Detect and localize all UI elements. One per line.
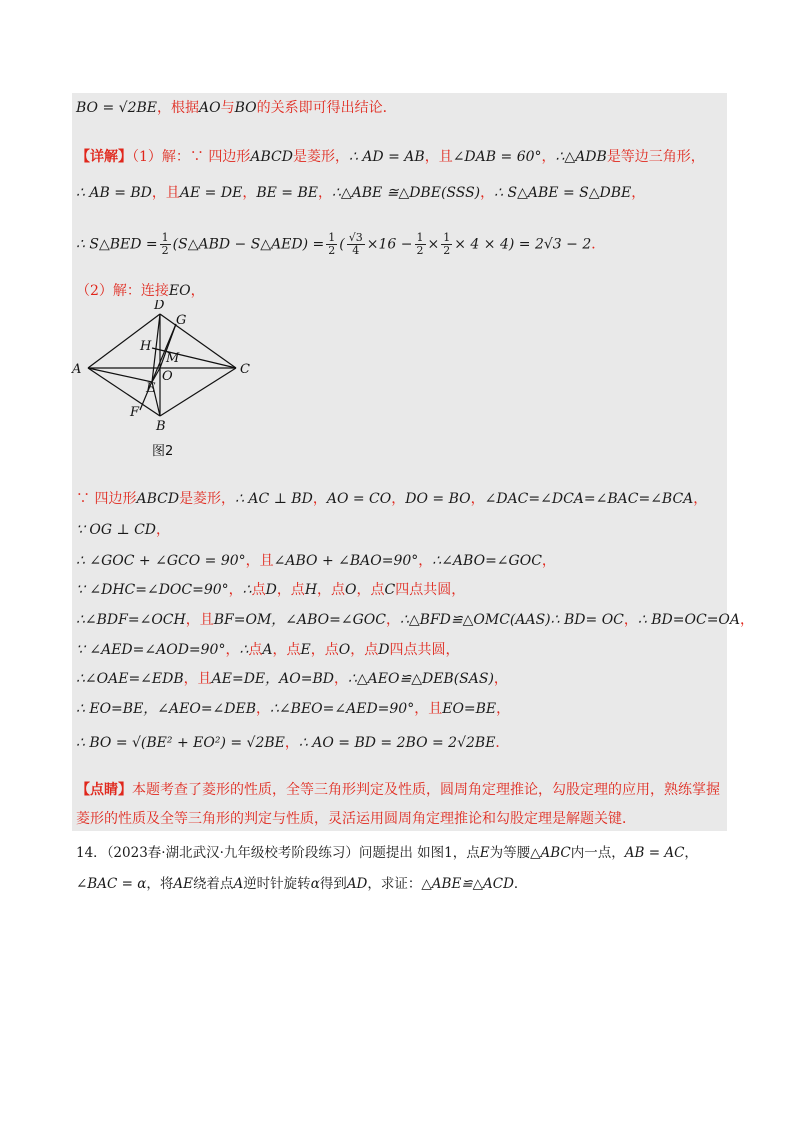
math: × [427,236,440,253]
math: C [384,582,396,598]
text: ，将 [146,876,174,892]
comment-tag: 【点睛】 [76,782,132,798]
text: ， [541,553,556,569]
text: ， [284,735,299,751]
text: ， [496,701,511,717]
fraction: $\frac{1}{2}$ [416,231,424,257]
solution-line-9 [76,580,465,600]
text: ， [225,642,240,658]
math: × 4 × 4) = 2√3 − 2 [454,236,592,253]
math: (S△ABD − S△AED) = [172,236,325,253]
text: （1）解：∵ 四边形 [132,149,251,165]
solution-line-7 [76,520,170,540]
label-G: G [176,313,187,328]
math: AE=DE，AO=BD [211,671,334,687]
math: △ABE≌△ACD [421,876,514,892]
text: ． [513,876,528,892]
text: ， [470,491,485,507]
text: 本题考查了菱形的性质，全等三角形判定及性质，圆周角定理推论，勾股定理的应用，熟练掌握 [132,782,720,798]
text: ，点 [356,582,385,598]
text: 是等边三角形， [606,149,705,165]
label-A: A [72,362,82,377]
text: （2）解：连接 [76,283,169,299]
math: ∠DAB = 60° [452,149,542,165]
text: ，且 [414,701,443,717]
text: ∵ 四边形 [76,491,137,507]
solution-line-5 [76,281,205,301]
figure-caption: 图2 [152,444,174,459]
text: 得到 [319,876,347,892]
math: E [300,642,311,658]
math: AD [346,876,368,892]
math: ∴ EO=BE，∠AEO=∠DEB [76,701,257,717]
rhombus-figure [68,300,268,460]
text: ． [495,735,510,751]
text: ，点 [350,642,379,658]
math-bo-eq: BO = √2BE [76,100,157,116]
solution-line-14 [76,733,509,753]
math: ∴ AB = BD [76,185,152,201]
text: 为等腰 [489,845,531,861]
text: ， [333,671,348,687]
math: ∴ S△ABE = S△DBE [494,185,632,201]
math: AO [199,100,221,116]
text: 点 [251,582,266,598]
math: AO = CO [326,491,392,507]
label-D: D [154,300,165,313]
fraction: $\frac{√3}{4}$ [348,231,363,257]
solution-line-11 [76,640,459,660]
math: O [345,582,357,598]
math: ABCD [250,149,293,165]
math: E [479,845,490,861]
text: 四点共圆， [389,642,460,658]
text: ， [480,185,495,201]
math: ∵ ∠DHC=∠DOC=90° [76,582,229,598]
text: 四点共圆， [395,582,466,598]
math: ∴ BD= OC [550,612,624,628]
text: ，根据 [157,100,199,116]
text: ， [228,582,243,598]
math: ∴△AEO≌△DEB(SAS) [347,671,494,687]
text: ， [190,283,205,299]
text: 与 [220,100,235,116]
text: ， [541,149,556,165]
question-number: 14． [76,845,107,861]
text: ，且 [183,671,212,687]
math: ∴ S△BED = [76,236,158,253]
math: BE = BE [256,185,318,201]
label-E: E [146,381,156,396]
text: 内一点， [570,845,625,861]
math: BF=OM，∠ABO=∠GOC [213,612,386,628]
solution-line-13 [76,699,510,719]
text: ，点 [317,582,346,598]
math: D [378,642,390,658]
text: ， [156,522,171,538]
text: ， [242,185,257,201]
solution-line-1 [76,98,397,118]
text: ， [385,612,400,628]
fraction: $\frac{1}{2}$ [161,231,169,257]
math: D [265,582,277,598]
solution-line-15 [76,780,720,800]
math: ∴∠OAE=∠EDB [76,671,184,687]
solution-line-16 [76,809,636,829]
math: ∴△ABE ≅△DBE(SSS) [331,185,481,201]
solution-line-2 [76,147,705,167]
solution-line-10 [76,610,754,630]
math: ∴ AD = AB [348,149,425,165]
text: ，且 [185,612,214,628]
math: EO=BE [442,701,497,717]
text: ，求证： [367,876,422,892]
math: ∴△ADB [555,149,607,165]
fraction: $\frac{1}{2}$ [443,231,451,257]
text: 菱形的性质及全等三角形的判定与性质，灵活运用圆周角定理推论和勾股定理是解题关键． [76,811,636,827]
question-14-line-1 [76,843,698,863]
solution-line-8 [76,551,556,571]
math: ∴ BD=OC=OA [637,612,741,628]
text: ，且 [151,185,180,201]
label-C: C [240,362,250,377]
solution-line-6 [76,489,707,509]
math: ∵ OG ⊥ CD [76,522,157,538]
text: ， [684,845,698,861]
text: ． [591,236,606,253]
text: 逆时针旋转 [243,876,311,892]
text: ， [317,185,332,201]
solution-line-12 [76,669,508,689]
detail-tag: 【详解】 [76,149,132,165]
text: 点 [248,642,263,658]
math: O [338,642,351,658]
math: ∴ AO = BD = 2BO = 2√2BE [298,735,496,751]
math: ∴ [239,642,249,658]
text: （2023春·湖北武汉·九年级校考阶段练习）问题提出 如图1，点 [106,845,480,861]
math: DO = BO [405,491,471,507]
math: ( [339,236,345,253]
math: A [262,642,273,658]
math: H [304,582,318,598]
label-B: B [156,419,166,434]
question-14-line-2 [76,874,527,894]
text: ，点 [272,642,301,658]
math: △ABC [530,845,571,861]
text: ， [631,185,646,201]
math: α [310,876,320,892]
text: ，点 [310,642,339,658]
math: ABCD [136,491,180,507]
solution-line-4 [76,232,605,257]
math: ∠ABO + ∠BAO=90° [273,553,419,569]
text: ， [740,612,755,628]
text: ， [256,701,271,717]
text: ， [312,491,327,507]
math: ∴∠ABO=∠GOC [432,553,542,569]
math: ∴ ∠GOC + ∠GCO = 90° [76,553,246,569]
math: ∴ AC ⊥ BD [235,491,313,507]
label-F: F [130,405,140,420]
solution-line-3 [76,183,645,203]
math: ∴△BFD≌△OMC(AAS) [399,612,551,628]
text: ，且 [245,553,274,569]
math: ∴∠BDF=∠OCH [76,612,186,628]
math: AE [173,876,193,892]
text: ， [693,491,708,507]
math: AE = DE [179,185,243,201]
math: AB = AC [624,845,685,861]
text: 是菱形， [292,149,349,165]
label-M: M [166,351,180,366]
math: ∴ BO = √(BE² + EO²) = √2BE [76,735,285,751]
fraction: $\frac{1}{2}$ [328,231,336,257]
math: ×16 − [366,236,413,253]
text: ， [418,553,433,569]
math: ∴ [242,582,252,598]
text: 绕着点 [192,876,234,892]
text: 是菱形， [179,491,236,507]
text: ， [391,491,406,507]
text: ， [623,612,638,628]
math: BO [234,100,257,116]
math: ∴∠BEO=∠AED=90° [270,701,415,717]
math: EO [168,283,191,299]
math: ∠DAC=∠DCA=∠BAC=∠BCA [484,491,694,507]
text: 的关系即可得出结论． [256,100,397,116]
text: ，且 [424,149,453,165]
solution-shaded-area [72,93,727,831]
text: ， [493,671,508,687]
math: ∠BAC = α [76,876,147,892]
label-H: H [140,339,152,354]
math: A [233,876,244,892]
text: ，点 [276,582,305,598]
label-O: O [162,369,173,384]
math: ∵ ∠AED=∠AOD=90° [76,642,226,658]
